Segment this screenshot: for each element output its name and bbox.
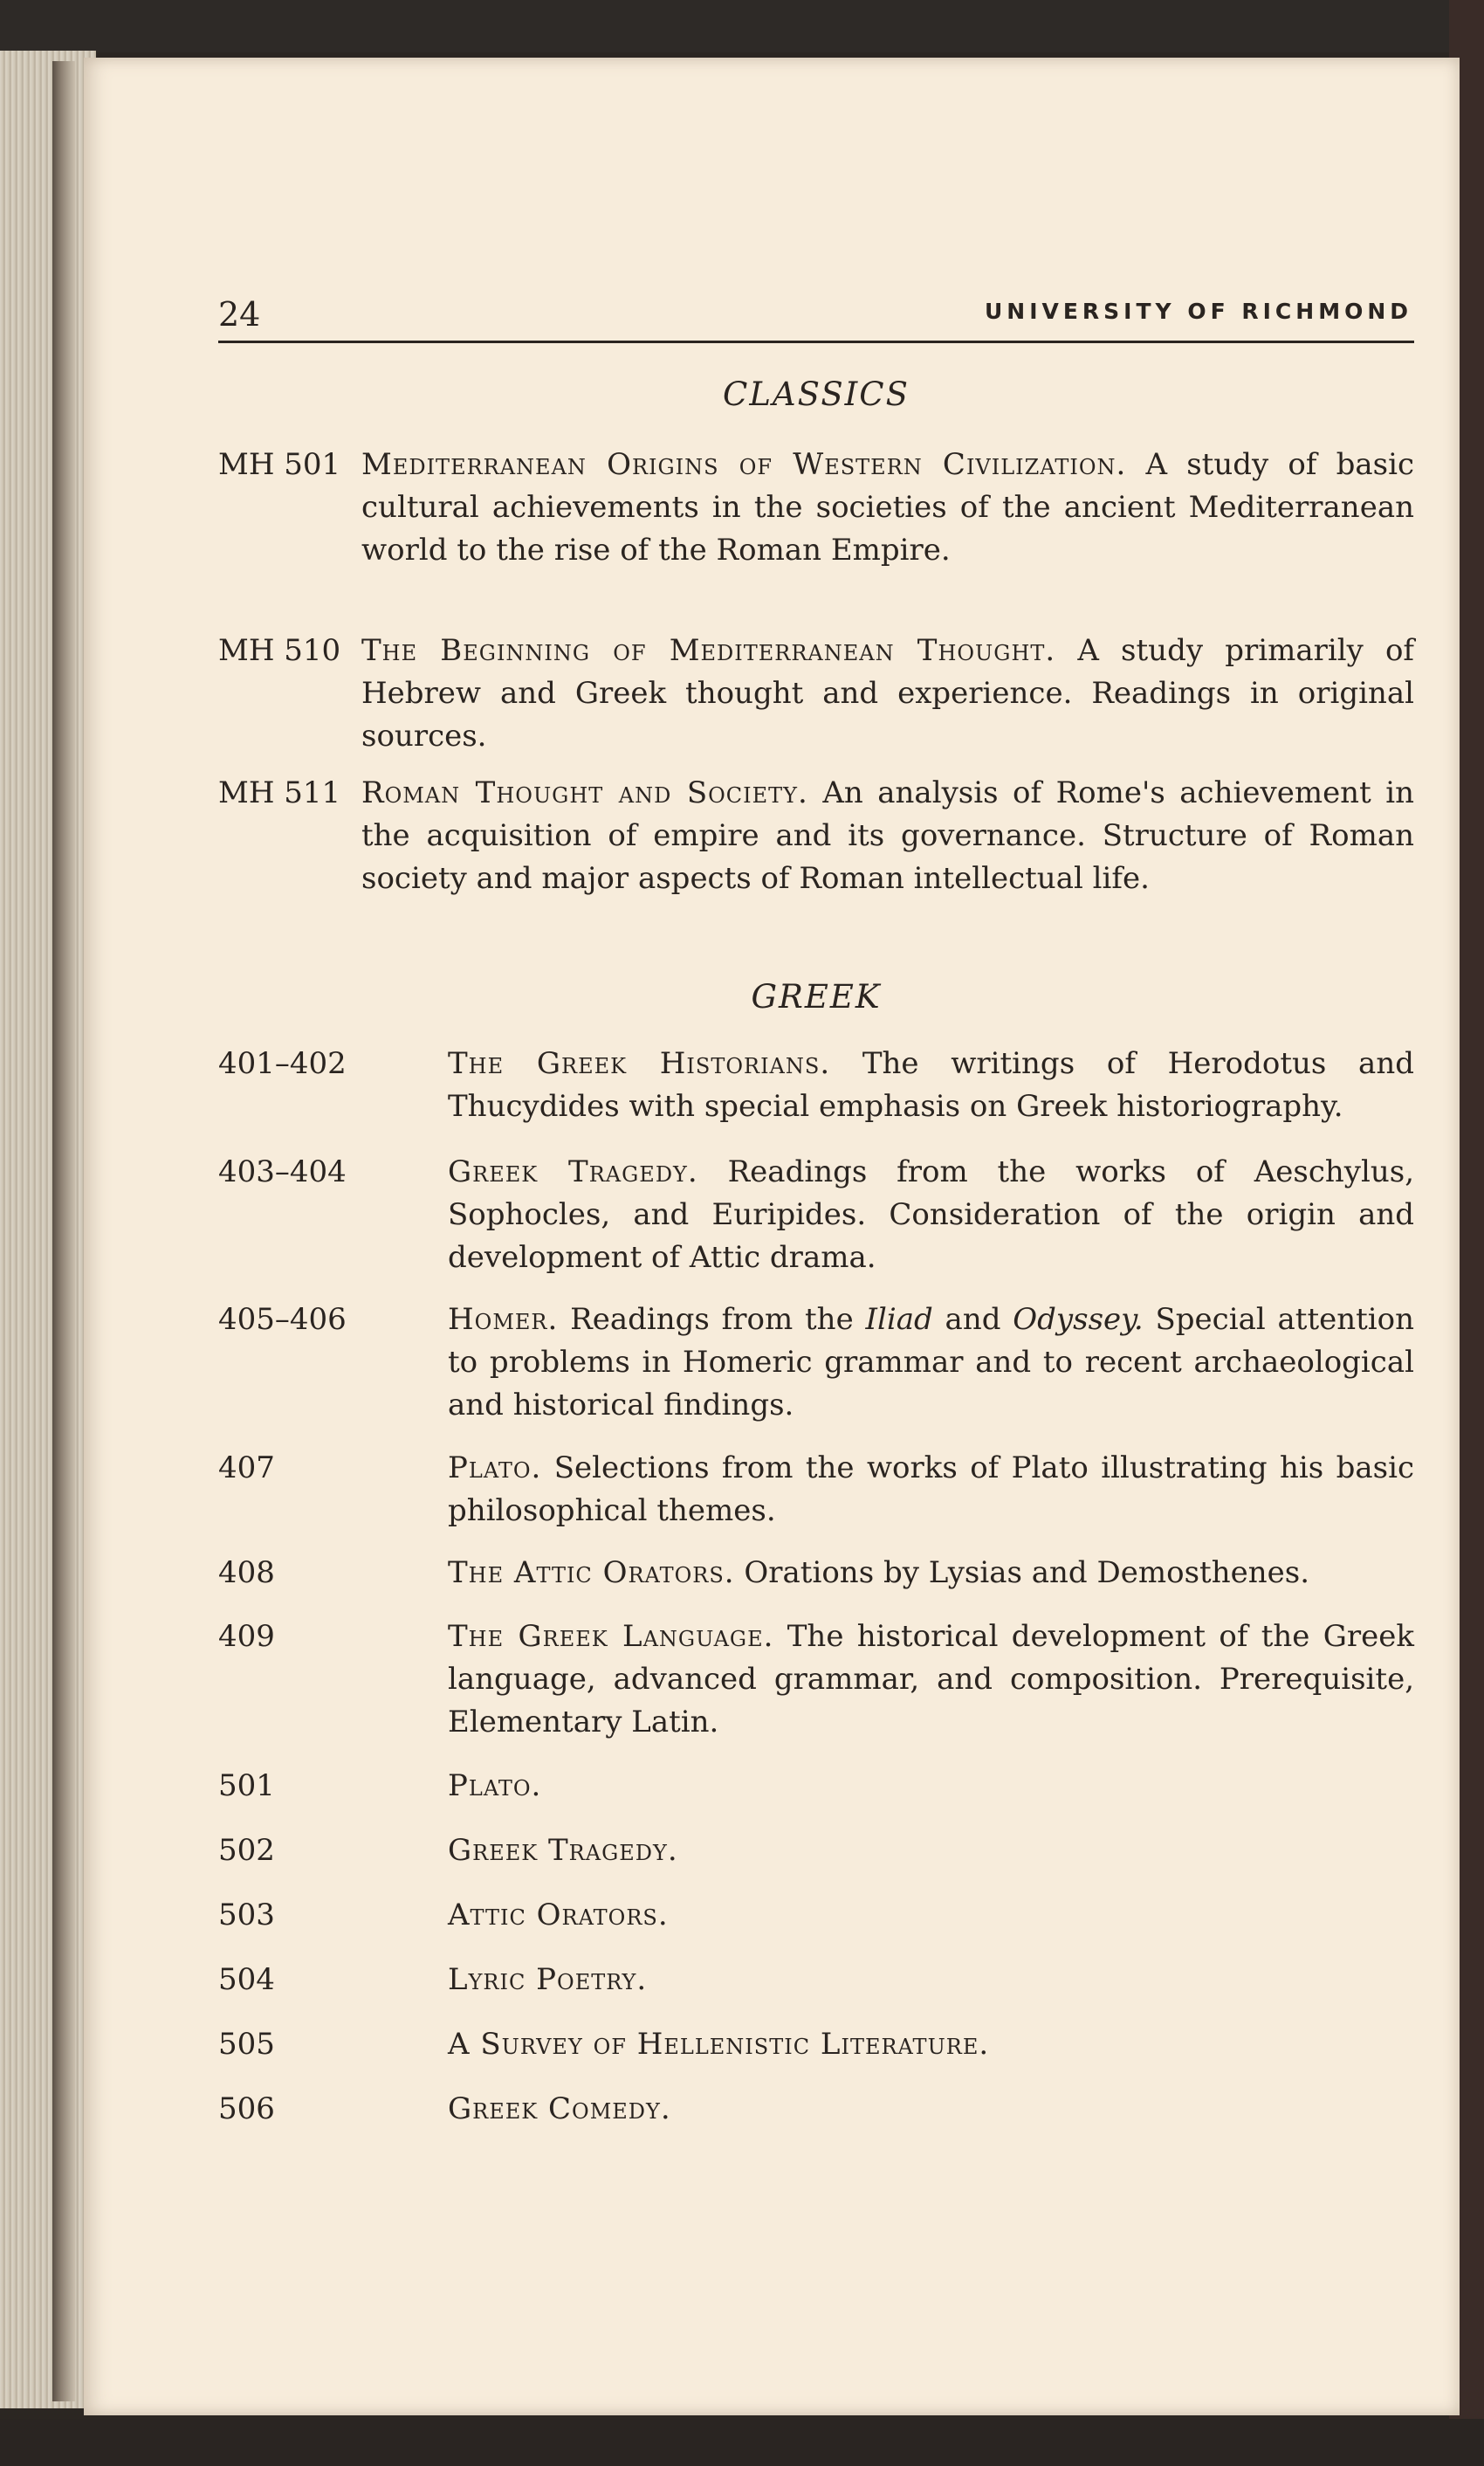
course-text bbox=[448, 1043, 1414, 1128]
course-entry-405-406 bbox=[218, 1298, 1414, 1427]
course-code: 408 bbox=[218, 1555, 275, 1590]
course-title: A Survey of Hellenistic Literature. bbox=[448, 2027, 990, 2062]
page-edges bbox=[0, 51, 96, 2408]
course-text bbox=[448, 2088, 1414, 2131]
course-title: The Greek Language. bbox=[448, 1619, 774, 1654]
course-code: 407 bbox=[218, 1450, 275, 1485]
course-description: The writings of Herodotus and Thucydides with special emphasis on Greek historiography. bbox=[448, 1046, 1414, 1124]
course-entry-401-402 bbox=[218, 1043, 1414, 1128]
course-description: A study of basic cultural achievements in the societies of the ancient Mediterranean world to the rise of the Roman Empire. bbox=[361, 447, 1414, 568]
course-entry-mh510 bbox=[218, 630, 1414, 758]
course-entry-403-404 bbox=[218, 1151, 1414, 1279]
course-description: An analysis of Rome's achievement in the acquisition of empire and its governance. Structure of Roman society and major aspects of Roman intellectual life. bbox=[361, 775, 1415, 896]
page-number: 24 bbox=[218, 295, 261, 334]
course-title: Plato. bbox=[448, 1450, 542, 1485]
course-code: 502 bbox=[218, 1833, 275, 1868]
course-title: Greek Comedy. bbox=[448, 2091, 671, 2126]
course-code: MH 501 bbox=[218, 447, 341, 482]
course-description: The historical development of the Greek language, advanced grammar, and composition. Prerequisite, Elementary Latin. bbox=[448, 1619, 1415, 1739]
course-text bbox=[448, 1447, 1414, 1533]
work-title-iliad: Iliad bbox=[865, 1302, 933, 1337]
course-code: 503 bbox=[218, 1898, 275, 1932]
course-text bbox=[448, 1959, 1414, 2001]
course-entry-506 bbox=[218, 2088, 1414, 2131]
course-description: Readings from the works of Aeschylus, Sophocles, and Euripides. Consideration of the origin and development of Attic drama. bbox=[448, 1154, 1415, 1275]
course-code: 403–404 bbox=[218, 1154, 347, 1189]
course-title: Lyric Poetry. bbox=[448, 1962, 648, 1997]
book-gutter bbox=[52, 61, 75, 2401]
course-title: The Attic Orators. bbox=[448, 1555, 735, 1590]
course-title: The Greek Historians. bbox=[448, 1046, 831, 1081]
course-code: 505 bbox=[218, 2027, 275, 2062]
course-title: Greek Tragedy. bbox=[448, 1833, 678, 1868]
course-description: Selections from the works of Plato illustrating his basic philosophical themes. bbox=[448, 1450, 1414, 1528]
course-text bbox=[448, 1829, 1414, 1872]
course-code: MH 511 bbox=[218, 775, 341, 810]
course-entry-408 bbox=[218, 1552, 1414, 1595]
course-title: Attic Orators. bbox=[448, 1898, 669, 1932]
course-description: A study primarily of Hebrew and Greek thought and experience. Readings in original sources. bbox=[361, 633, 1415, 754]
course-entry-409 bbox=[218, 1615, 1414, 1744]
course-text bbox=[448, 1552, 1414, 1595]
course-text bbox=[448, 2023, 1414, 2066]
section-title-greek: GREEK bbox=[751, 978, 882, 1016]
book-cover-bottom bbox=[0, 2419, 1484, 2466]
work-title-odyssey: Odyssey. bbox=[1013, 1302, 1144, 1337]
course-entry-501 bbox=[218, 1765, 1414, 1808]
course-text bbox=[448, 1298, 1414, 1427]
course-title: Greek Tragedy. bbox=[448, 1154, 698, 1189]
course-title: Roman Thought and Society. bbox=[361, 775, 808, 810]
course-entry-407 bbox=[218, 1447, 1414, 1533]
book-cover-top bbox=[0, 0, 1484, 52]
course-title: Plato. bbox=[448, 1768, 542, 1803]
course-code: 409 bbox=[218, 1619, 275, 1654]
course-entry-505 bbox=[218, 2023, 1414, 2066]
course-code: 501 bbox=[218, 1768, 275, 1803]
course-title: Homer. bbox=[448, 1302, 559, 1337]
course-entry-mh501 bbox=[218, 444, 1414, 572]
course-text bbox=[361, 444, 1414, 572]
course-title: Mediterranean Origins of Western Civilization. bbox=[361, 447, 1127, 482]
course-description-part: Readings from the bbox=[570, 1302, 854, 1337]
running-head: UNIVERSITY OF RICHMOND bbox=[984, 299, 1412, 324]
course-title: The Beginning of Mediterranean Thought. bbox=[361, 633, 1056, 668]
course-text bbox=[361, 630, 1414, 758]
course-text bbox=[361, 772, 1414, 900]
course-description: Orations by Lysias and Demosthenes. bbox=[744, 1555, 1310, 1590]
course-code: 401–402 bbox=[218, 1046, 347, 1081]
course-code: 405–406 bbox=[218, 1302, 347, 1337]
course-text bbox=[448, 1615, 1414, 1744]
course-entry-503 bbox=[218, 1894, 1414, 1937]
course-code: 506 bbox=[218, 2091, 275, 2126]
course-text bbox=[448, 1151, 1414, 1279]
course-text bbox=[448, 1894, 1414, 1937]
course-text bbox=[448, 1765, 1414, 1808]
course-description-part: Special attention to problems in Homeric grammar and to recent archaeological and historical findings. bbox=[448, 1302, 1415, 1422]
course-entry-502 bbox=[218, 1829, 1414, 1872]
section-title-classics: CLASSICS bbox=[723, 375, 910, 413]
course-entry-mh511 bbox=[218, 772, 1414, 900]
course-entry-504 bbox=[218, 1959, 1414, 2001]
course-description-part: and bbox=[945, 1302, 1001, 1337]
page-header bbox=[218, 288, 1414, 343]
course-code: 504 bbox=[218, 1962, 275, 1997]
course-code: MH 510 bbox=[218, 633, 341, 668]
